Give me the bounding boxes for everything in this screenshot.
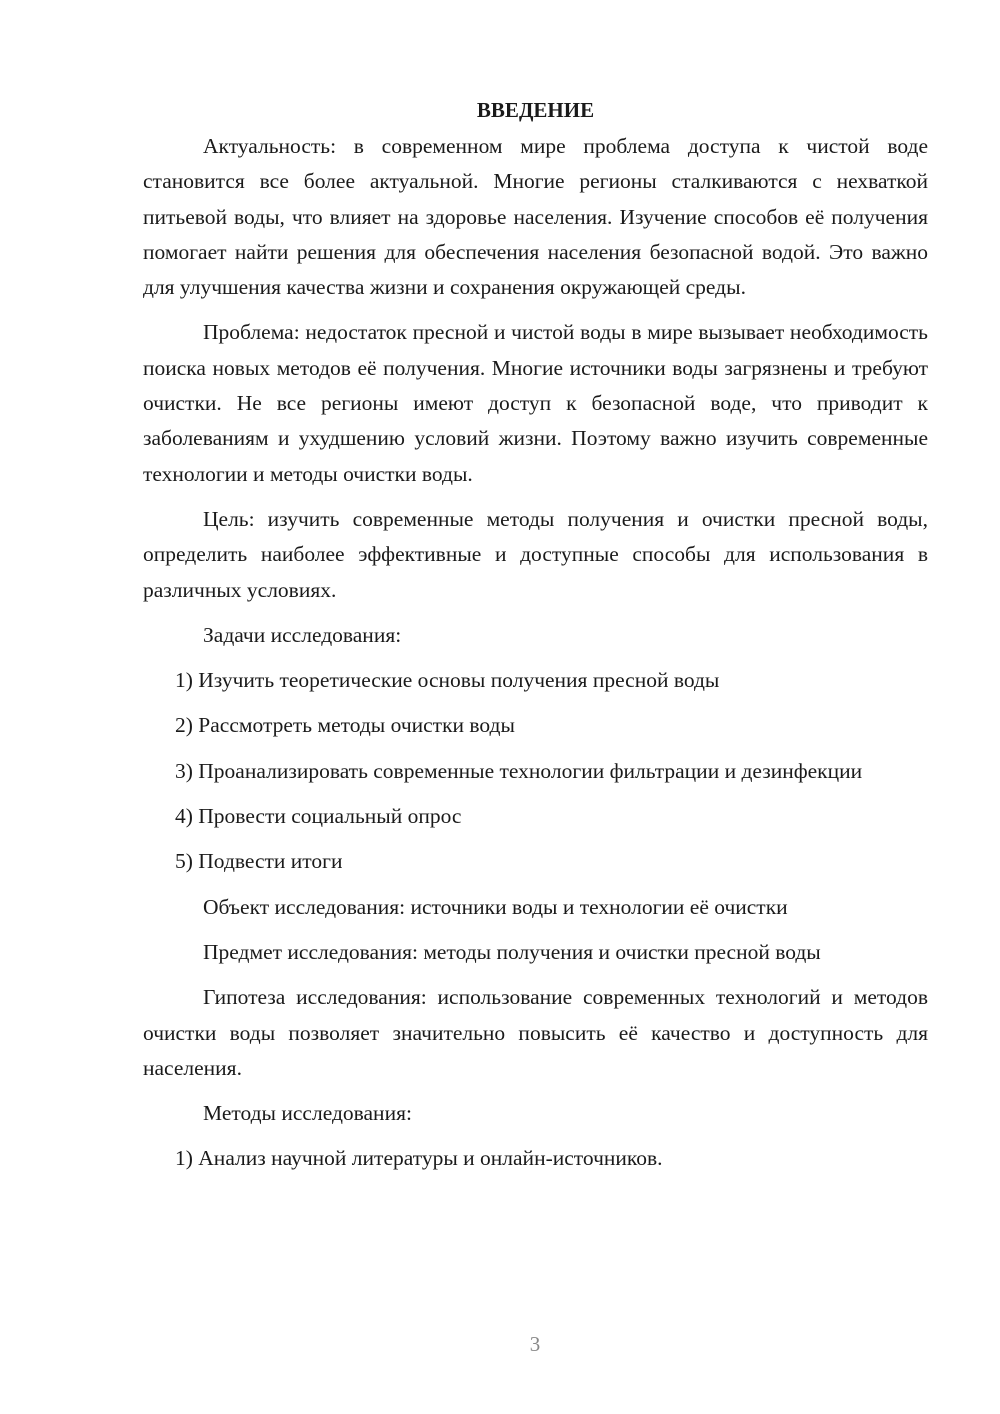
hypothesis-paragraph: Гипотеза исследования: использование современных технологий и методов очистки воды позволяет значительно повысить её качество и доступность для населения. <box>143 985 928 1080</box>
goal-paragraph: Цель: изучить современные методы получения и очистки пресной воды, определить наиболее эффективные и доступные способы для использования в различных условиях. <box>143 506 928 602</box>
page-number: 3 <box>529 1332 541 1356</box>
task-item: 5) Подвести итоги <box>175 849 343 874</box>
subject-line: Предмет исследования: методы получения и очистки пресной воды <box>203 939 821 964</box>
task-item: 4) Провести социальный опрос <box>175 804 462 829</box>
methods-heading: Методы исследования: <box>203 1101 412 1126</box>
object-line: Объект исследования: источники воды и технологии её очистки <box>203 894 788 919</box>
relevance-paragraph: Актуальность: в современном мире проблема доступа к чистой воде становится все более актуальной. Многие регионы сталкиваются с нехваткой питьевой воды, что влияет на здоровье населения. Изучение способов её получения помогает найти решения для обеспечения населения безопасной водой. Это важно для улучшения качества жизни и сохранения окружающей среды. <box>143 134 928 300</box>
page-title: ВВЕДЕНИЕ <box>476 98 595 122</box>
task-item: 3) Проанализировать современные технологии фильтрации и дезинфекции <box>175 758 863 783</box>
task-item: 2) Рассмотреть методы очистки воды <box>175 713 515 738</box>
document-page <box>143 92 928 1187</box>
task-item: 1) Изучить теоретические основы получения пресной воды <box>175 668 720 693</box>
tasks-heading: Задачи исследования: <box>203 622 402 647</box>
method-item: 1) Анализ научной литературы и онлайн-источников. <box>175 1146 663 1171</box>
problem-paragraph: Проблема: недостаток пресной и чистой воды в мире вызывает необходимость поиска новых методов её получения. Многие источники воды загрязнены и требуют очистки. Не все регионы имеют доступ к безопасной воде, что приводит к заболеваниям и ухудшению условий жизни. Поэтому важно изучить современные технологии и методы очистки воды. <box>143 320 928 486</box>
